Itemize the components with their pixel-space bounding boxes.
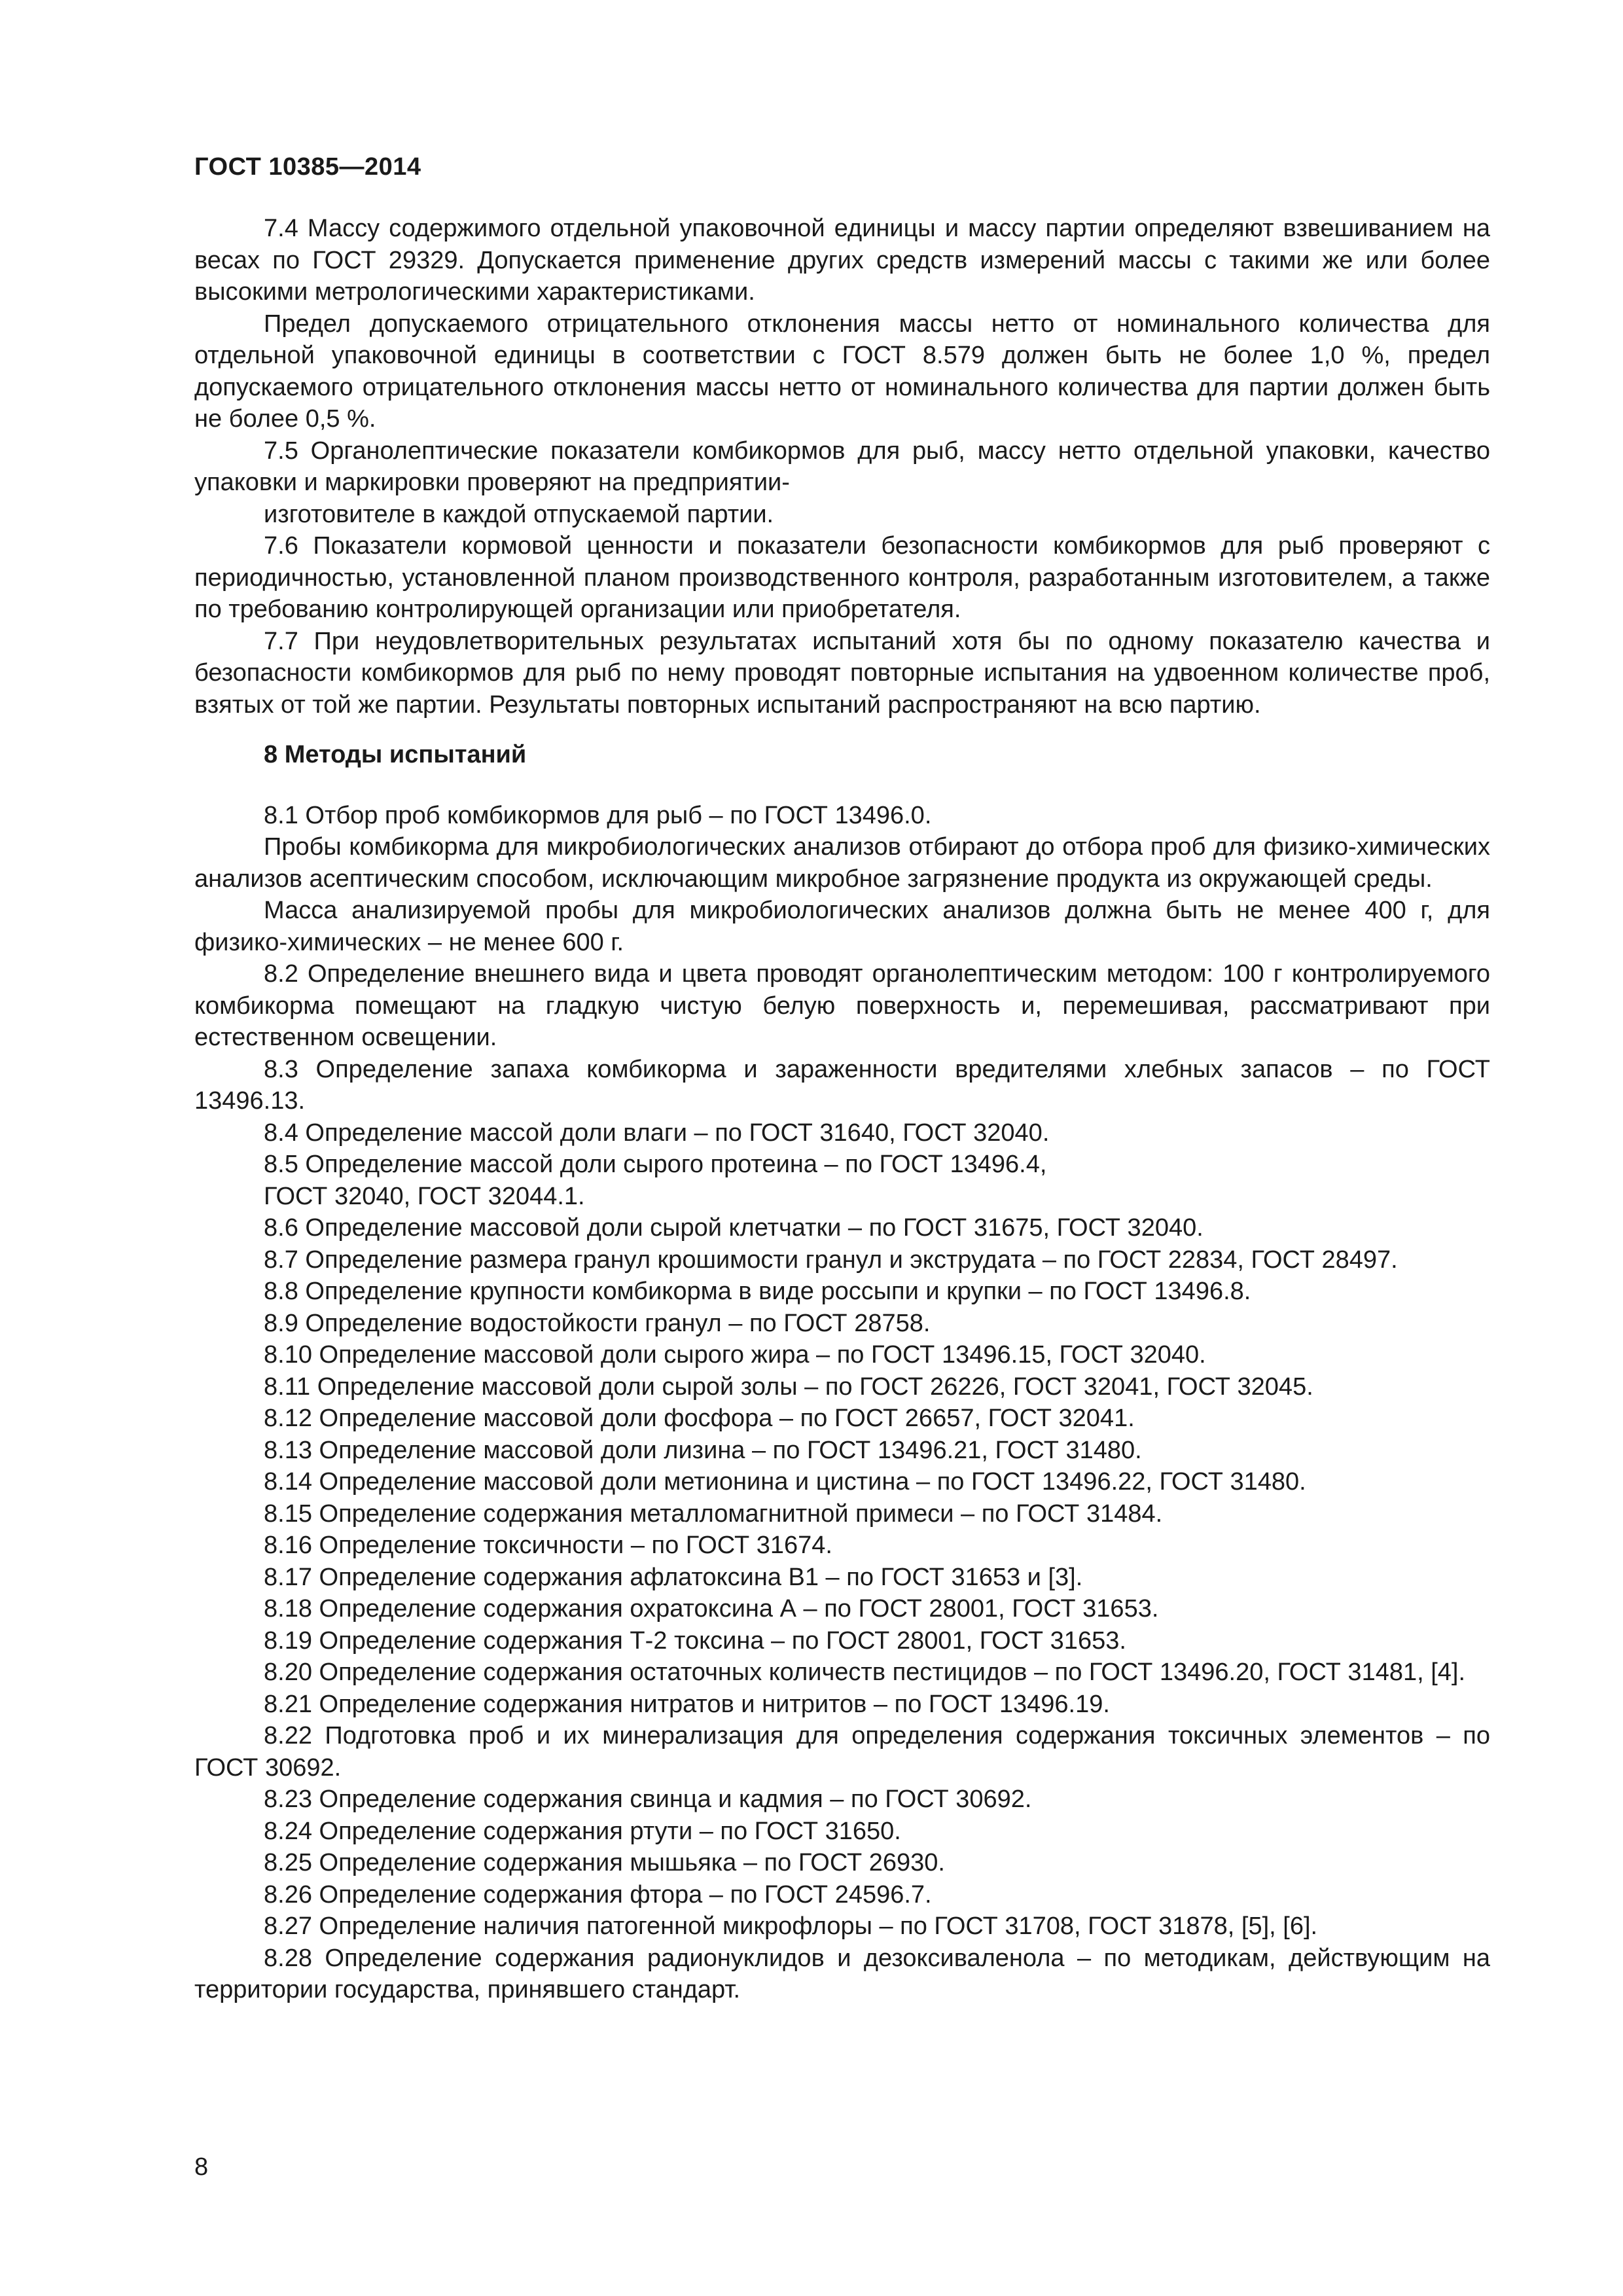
paragraph-8-1: 8.1 Отбор проб комбикормов для рыб – по ГОСТ 13496.0. (264, 801, 932, 829)
paragraph-8-4: 8.4 Определение массой доли влаги – по ГОСТ 31640, ГОСТ 32040. (264, 1119, 1050, 1147)
paragraph-8-13: 8.13 Определение массовой доли лизина – по ГОСТ 13496.21, ГОСТ 31480. (264, 1436, 1142, 1464)
paragraph-8-18: 8.18 Определение содержания охратоксина А – по ГОСТ 28001, ГОСТ 31653. (264, 1595, 1159, 1623)
section-heading-8: 8 Методы испытаний (264, 741, 527, 768)
paragraph-8-3: 8.3 Определение запаха комбикорма и зараженности вредителями хлебных запасов – по ГОСТ 13496.13. (194, 1055, 1490, 1115)
document-header-title: ГОСТ 10385—2014 (194, 153, 421, 181)
paragraph-8-16: 8.16 Определение токсичности – по ГОСТ 31674. (264, 1532, 832, 1559)
paragraph-7-5-continued: изготовителе в каждой отпускаемой партии. (264, 500, 774, 528)
paragraph-8-9: 8.9 Определение водостойкости гранул – по ГОСТ 28758. (264, 1309, 931, 1337)
paragraph-8-20: 8.20 Определение содержания остаточных количеств пестицидов – по ГОСТ 13496.20, ГОСТ 31481, [4]. (264, 1659, 1466, 1686)
paragraph-7-7: 7.7 При неудовлетворительных результатах испытаний хотя бы по одному показателю качества и безопасности комбикормов для рыб по нему проводят повторные испытания на удвоенном количестве проб, взятых от той же партии. Результаты повторных испытаний распространяют на всю партию. (194, 627, 1490, 719)
paragraph-8-8: 8.8 Определение крупности комбикорма в виде россыпи и крупки – по ГОСТ 13496.8. (264, 1278, 1251, 1305)
paragraph-7-4: 7.4 Массу содержимого отдельной упаковочной единицы и массу партии определяют взвешиванием на весах по ГОСТ 29329. Допускается применение других средств измерений массы с такими же или более высокими метрологическими характеристиками. (194, 215, 1490, 306)
paragraph-7-6: 7.6 Показатели кормовой ценности и показатели безопасности комбикормов для рыб проверяют с периодичностью, установленной планом производственного контроля, разработанным изготовителем, а также по требованию контролирующей организации или приобретателя. (194, 532, 1490, 623)
paragraph-8-25: 8.25 Определение содержания мышьяка – по ГОСТ 26930. (264, 1849, 945, 1876)
paragraph-8-14: 8.14 Определение массовой доли метионина и цистина – по ГОСТ 13496.22, ГОСТ 31480. (264, 1468, 1306, 1496)
paragraph-8-7: 8.7 Определение размера гранул крошимости гранул и экструдата – по ГОСТ 22834, ГОСТ 28497. (264, 1246, 1398, 1274)
paragraph-8-21: 8.21 Определение содержания нитратов и нитритов – по ГОСТ 13496.19. (264, 1690, 1110, 1718)
paragraph-7-4-limits: Предел допускаемого отрицательного отклонения массы нетто от номинального количества для отдельной упаковочной единицы в соответствии с ГОСТ 8.579 должен быть не более 1,0 %, предел допускаемого отрицательного отклонения массы нетто от номинального количества для партии должен быть не более 0,5 %. (194, 310, 1490, 433)
paragraph-8-15: 8.15 Определение содержания металломагнитной примеси – по ГОСТ 31484. (264, 1499, 1163, 1528)
paragraph-8-1-mass: Масса анализируемой пробы для микробиологических анализов должна быть не менее 400 г, для физико-химических – не менее 600 г. (194, 897, 1490, 956)
paragraph-8-2: 8.2 Определение внешнего вида и цвета проводят органолептическим методом: 100 г контролируемого комбикорма помещают на гладкую чистую белую поверхность и, перемешивая, рассматривают при естественном освещении. (194, 960, 1490, 1051)
paragraph-8-5-continued: ГОСТ 32040, ГОСТ 32044.1. (264, 1182, 585, 1210)
paragraph-8-11: 8.11 Определение массовой доли сырой золы – по ГОСТ 26226, ГОСТ 32041, ГОСТ 32045. (264, 1372, 1313, 1401)
paragraph-8-26: 8.26 Определение содержания фтора – по ГОСТ 24596.7. (264, 1880, 932, 1909)
paragraph-8-1-samples: Пробы комбикорма для микробиологических анализов отбирают до отбора проб для физико-химических анализов асептическим способом, исключающим микробное загрязнение продукта из окружающей среды. (194, 833, 1490, 893)
paragraph-8-27: 8.27 Определение наличия патогенной микрофлоры – по ГОСТ 31708, ГОСТ 31878, [5], [6]. (264, 1912, 1318, 1940)
paragraph-7-5: 7.5 Органолептические показатели комбикормов для рыб, массу нетто отдельной упаковки, качество упаковки и маркировки проверяют на предприятии- (194, 437, 1490, 496)
paragraph-8-10: 8.10 Определение массовой доли сырого жира – по ГОСТ 13496.15, ГОСТ 32040. (264, 1341, 1206, 1369)
paragraph-8-28: 8.28 Определение содержания радионуклидов и дезоксиваленола – по методикам, действующим на территории государства, принявшего стандарт. (194, 1944, 1490, 2003)
paragraph-8-17: 8.17 Определение содержания афлатоксина В1 – по ГОСТ 31653 и [3]. (264, 1563, 1083, 1591)
paragraph-8-12: 8.12 Определение массовой доли фосфора – по ГОСТ 26657, ГОСТ 32041. (264, 1405, 1135, 1432)
document-body (194, 213, 1490, 2006)
paragraph-8-6: 8.6 Определение массовой доли сырой клетчатки – по ГОСТ 31675, ГОСТ 32040. (264, 1214, 1204, 1242)
paragraph-8-19: 8.19 Определение содержания Т-2 токсина – по ГОСТ 28001, ГОСТ 31653. (264, 1626, 1126, 1655)
paragraph-8-5: 8.5 Определение массой доли сырого протеина – по ГОСТ 13496.4, (264, 1151, 1047, 1178)
paragraph-8-22: 8.22 Подготовка проб и их минерализация для определения содержания токсичных элементов – по ГОСТ 30692. (194, 1722, 1490, 1782)
paragraph-8-24: 8.24 Определение содержания ртути – по ГОСТ 31650. (264, 1817, 901, 1845)
page-number: 8 (194, 2153, 209, 2181)
paragraph-8-23: 8.23 Определение содержания свинца и кадмия – по ГОСТ 30692. (264, 1785, 1032, 1813)
